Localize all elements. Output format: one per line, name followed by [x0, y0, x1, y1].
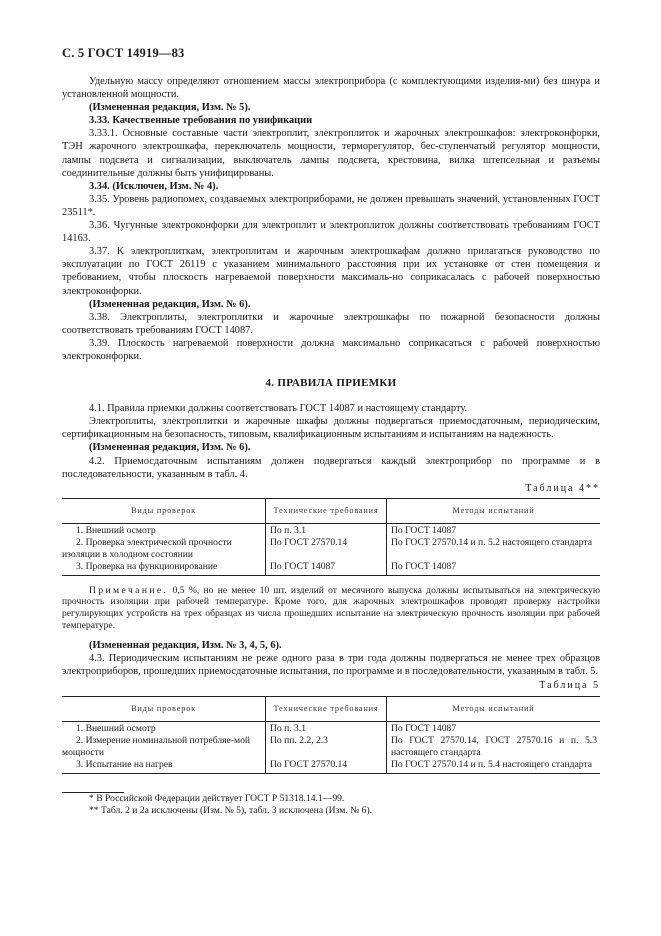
revision-note: (Измененная редакция, Изм. № 5). — [89, 102, 251, 114]
table-cell: 2. Измерение номинальной потребляе-мой мощности — [62, 735, 251, 758]
page-header: С. 5 ГОСТ 14919—83 — [62, 46, 185, 60]
paragraph: 3.35. Уровень радиопомех, создаваемых электроприборами, не должен превышать значений, установленных ГОСТ 23511*. — [62, 193, 600, 218]
paragraph: Электроплиты, электроплитки и жарочные шкафы должны подвергаться приемосдаточным, периодическим, сертификационным на безопасность, типовым, квалификационным испытаниям и испытаниям на надежность. — [62, 416, 600, 441]
table-cell: По ГОСТ 27570.14 — [266, 758, 387, 773]
note-text: 0,5 %, но не менее 10 шт. изделий от месячного выпуска должны испытываться на электрическую прочность изоляции при рабочей температуре. Кроме того, для жарочных электрошкафов проводят проверку настройки регулирующих устройств на трех образцах из числа прошедших испытание на электрическую прочность изоляции при рабочей температуре. — [62, 584, 600, 631]
paragraph: 3.38. Электроплиты, электроплитки и жарочные электрошкафы по пожарной безопасности должны соответствовать требованиям ГОСТ 14087. — [62, 311, 600, 336]
paragraph: 3.39. Плоскость нагреваемой поверхности должна максимально соприкасаться с рабочей поверхностью электроконфорки. — [62, 337, 600, 362]
table-cell: По п. 3.1 — [266, 523, 387, 536]
section-heading: 4. ПРАВИЛА ПРИЕМКИ — [265, 377, 397, 390]
table-row — [62, 560, 600, 575]
table-header-row — [62, 696, 600, 721]
paragraph: 4.3. Периодическим испытаниям не реже одного раза в три года должны подвергаться не менее трех образцов электроприборов, прошедших приемосдаточные испытания, по программе и в последовательности, указанным в табл. 5. — [62, 653, 600, 678]
clause-heading: 3.33. Качественные требования по унификации — [89, 115, 313, 127]
table-cell: По п. 3.1 — [266, 721, 387, 734]
table-cell: По ГОСТ 27570.14 и п. 5.2 настоящего стандарта — [387, 536, 601, 560]
footnote: * В Российской Федерации действует ГОСТ Р 51318.14.1—99. — [89, 792, 345, 804]
table-cell: 1. Внешний осмотр — [76, 524, 156, 536]
table-cell: По ГОСТ 27570.14 и п. 5.4 настоящего стандарта — [387, 758, 601, 773]
column-header: Виды проверок — [62, 696, 266, 721]
table-5 — [62, 696, 600, 774]
paragraph: 4.1. Правила приемки должны соответствовать ГОСТ 14087 и настоящему стандарту. — [89, 403, 468, 415]
table-header-row — [62, 498, 600, 523]
column-header: Технические требования — [266, 696, 387, 721]
table-row — [62, 734, 600, 758]
table-4 — [62, 498, 600, 576]
table-note — [62, 585, 600, 631]
column-header: Методы испытаний — [387, 498, 601, 523]
footnote: ** Табл. 2 и 2а исключены (Изм. № 5), табл. 3 исключена (Изм. № 6). — [89, 805, 373, 817]
revision-note: (Измененная редакция, Изм. № 6). — [89, 298, 251, 310]
paragraph: 3.33.1. Основные составные части электроплит, электроплиток и жарочных электрошкафов: электроконфорки, ТЭН жарочного электрошкафа, переключатель мощности, терморегулятор, бес-ступенчатый регулятор мощности, лампы подсвета и сигнализации, выключатель лампы подсвета, крестовина, вилка штепсельная и разъемы соединительные должны быть унифицированы. — [62, 128, 600, 179]
paragraph: 4.2. Приемосдаточным испытаниям должен подвергаться каждый электроприбор по программе и в последовательности, указанным в табл. 4. — [62, 455, 600, 480]
column-header: Методы испытаний — [387, 696, 601, 721]
table-row — [62, 536, 600, 560]
table-cell: По ГОСТ 27570.14 — [266, 536, 387, 560]
column-header: Виды проверок — [62, 498, 266, 523]
table-caption: Таблица 4** — [525, 482, 600, 494]
document-body — [62, 75, 600, 818]
paragraph: 3.36. Чугунные электроконфорки для электроплит и электроплиток должны соответствовать требованиям ГОСТ 14163. — [62, 220, 600, 245]
table-cell: По ГОСТ 14087 — [266, 560, 387, 575]
table-caption: Таблица 5 — [539, 680, 600, 692]
paragraph: 3.34. (Исключен, Изм. № 4). — [89, 180, 219, 192]
revision-note: (Измененная редакция, Изм. № 3, 4, 5, 6). — [89, 640, 282, 652]
revision-note: (Измененная редакция, Изм. № 6). — [89, 442, 251, 454]
paragraph: 3.37. К электроплиткам, электроплитам и жарочным электрошкафам должно прилагаться руководство по эксплуатации по ГОСТ 26119 с указанием минимального расстояния при их установке от стен помещения и требованием, чтобы плоскость нагреваемой поверхности максималь-но соприкасалась с рабочей поверхностью электроконфорки. — [62, 246, 600, 297]
table-cell: По пп. 2.2, 2.3 — [266, 734, 387, 758]
paragraph: Удельную массу определяют отношением массы электроприбора (с комплектующими изделия-ми) без шнура и установленной мощности. — [62, 76, 600, 101]
table-cell: По ГОСТ 14087 — [387, 721, 601, 734]
table-cell: 3. Испытание на нагрев — [62, 758, 266, 773]
table-row — [62, 758, 600, 773]
table-row — [62, 721, 600, 734]
table-cell: По ГОСТ 27570.14, ГОСТ 27570.16 и п. 5.3 настоящего стандарта — [387, 734, 601, 758]
table-cell: 2. Проверка электрической прочности изоляции в холодном состоянии — [62, 537, 232, 560]
table-cell: По ГОСТ 14087 — [387, 523, 601, 536]
column-header: Технические требования — [266, 498, 387, 523]
table-cell: 3. Проверка на функционирование — [62, 560, 266, 575]
note-label: Примечание. — [89, 584, 169, 596]
table-cell: По ГОСТ 14087 — [387, 560, 601, 575]
table-row — [62, 523, 600, 536]
table-cell: 1. Внешний осмотр — [76, 722, 156, 734]
